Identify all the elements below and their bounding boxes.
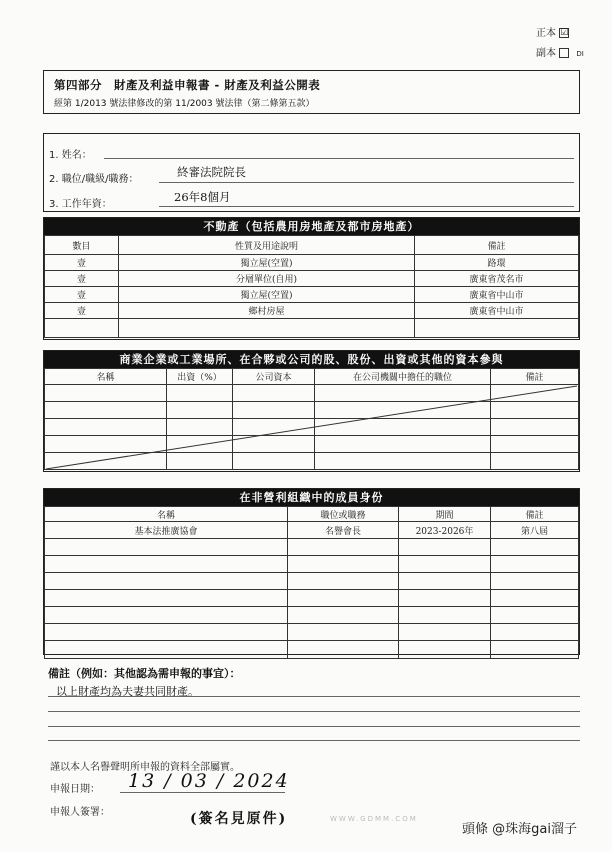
original-checkbox[interactable] <box>559 28 569 38</box>
np-cell-remark[interactable]: 第八屆 <box>491 522 579 539</box>
np-cell[interactable] <box>288 624 399 641</box>
np-cell[interactable] <box>491 573 579 590</box>
np-header-remark: 備註 <box>491 507 579 522</box>
np-cell[interactable] <box>399 624 491 641</box>
re-cell-remark[interactable]: 廣東省中山市 <box>415 303 579 319</box>
duplicate-checkbox[interactable] <box>559 48 569 58</box>
remarks-line <box>48 711 580 712</box>
personal-info <box>43 133 580 212</box>
re-cell-nature[interactable] <box>119 319 415 338</box>
np-cell[interactable] <box>399 607 491 624</box>
signer-label: 申報人簽署： <box>50 807 110 818</box>
np-cell[interactable] <box>288 590 399 607</box>
np-cell[interactable] <box>399 590 491 607</box>
re-cell-remark[interactable]: 廣東省中山市 <box>415 287 579 303</box>
np-cell[interactable] <box>45 641 288 659</box>
np-cell[interactable] <box>288 607 399 624</box>
remarks-line <box>48 726 580 727</box>
real-estate-section <box>43 217 580 340</box>
years-label: 3. 工作年資： <box>49 199 112 210</box>
table-row <box>45 641 579 659</box>
position-line <box>159 182 574 183</box>
np-cell[interactable] <box>399 573 491 590</box>
remarks-label: 備註（例如：其他認為需申報的事宜）： <box>48 667 241 680</box>
re-cell-nature[interactable]: 分層單位(自用) <box>119 271 415 287</box>
position-label: 2. 職位/職級/職務： <box>49 174 139 185</box>
np-cell[interactable] <box>45 590 288 607</box>
np-cell-role[interactable]: 名譽會長 <box>288 522 399 539</box>
np-cell[interactable] <box>399 641 491 659</box>
table-row <box>45 539 579 556</box>
re-cell-remark[interactable] <box>415 319 579 338</box>
business-title: 商業企業或工業場所、在合夥或公司的股、股份、出資或其他的資本參與 <box>44 351 579 368</box>
re-header-nature: 性質及用途說明 <box>119 236 415 255</box>
nonprofit-title: 在非營利組織中的成員身份 <box>44 489 579 506</box>
form-title: 第四部分 財產及利益申報書 - 財產及利益公開表 <box>54 78 321 92</box>
site-watermark: WWW.GDMM.COM <box>330 815 418 823</box>
date-value[interactable]: 13 / 03 / 2024 <box>128 770 290 792</box>
np-cell[interactable] <box>288 539 399 556</box>
signature-note: (簽名見原件) <box>190 811 288 827</box>
np-cell[interactable] <box>45 573 288 590</box>
table-row <box>45 522 579 539</box>
remarks-line <box>48 696 580 697</box>
table-row <box>45 607 579 624</box>
duplicate-mark <box>536 44 584 59</box>
table-row <box>45 624 579 641</box>
np-cell[interactable] <box>491 624 579 641</box>
np-cell[interactable] <box>399 556 491 573</box>
re-cell-count[interactable]: 壹 <box>45 303 119 319</box>
re-cell-count[interactable]: 壹 <box>45 255 119 271</box>
remarks-text[interactable]: 以上財產均為夫妻共同財產。 <box>56 685 199 698</box>
re-cell-nature[interactable]: 獨立屋(空置) <box>119 255 415 271</box>
name-line <box>104 158 574 159</box>
strike-through-line <box>44 384 578 470</box>
re-header-count: 數目 <box>45 236 119 255</box>
np-cell[interactable] <box>491 590 579 607</box>
re-cell-count[interactable]: 壹 <box>45 271 119 287</box>
biz-header-capital: 公司資本 <box>233 369 315 385</box>
years-line <box>159 206 574 207</box>
re-cell-count[interactable] <box>45 319 119 338</box>
table-row <box>45 556 579 573</box>
date-label: 申報日期： <box>50 784 100 795</box>
table-row <box>45 287 579 303</box>
remarks-line <box>48 740 580 741</box>
np-cell[interactable] <box>45 556 288 573</box>
real-estate-table <box>44 235 579 338</box>
biz-header-remark: 備註 <box>491 369 579 385</box>
table-row <box>45 573 579 590</box>
position-value[interactable]: 終審法院院長 <box>177 165 246 179</box>
biz-header-share: 出資（%） <box>167 369 233 385</box>
re-cell-nature[interactable]: 鄉村房屋 <box>119 303 415 319</box>
np-header-period: 期間 <box>399 507 491 522</box>
np-cell[interactable] <box>399 539 491 556</box>
name-label: 1. 姓名： <box>49 150 92 161</box>
nonprofit-section <box>43 488 580 655</box>
form-header <box>43 70 580 114</box>
np-cell[interactable] <box>45 539 288 556</box>
table-row <box>45 590 579 607</box>
re-cell-remark[interactable]: 路環 <box>415 255 579 271</box>
np-cell[interactable] <box>491 539 579 556</box>
np-cell-name[interactable]: 基本法推廣協會 <box>45 522 288 539</box>
np-header-name: 名稱 <box>45 507 288 522</box>
original-label: 正本 <box>536 28 556 39</box>
np-cell[interactable] <box>45 607 288 624</box>
np-cell-period[interactable]: 2023-2026年 <box>399 522 491 539</box>
biz-header-name: 名稱 <box>45 369 167 385</box>
np-cell[interactable] <box>491 556 579 573</box>
duplicate-label: 副本 <box>536 48 556 59</box>
re-cell-remark[interactable]: 廣東省茂名市 <box>415 271 579 287</box>
form-subtitle: 經第 1/2013 號法律修改的第 11/2003 號法律（第二條第五款） <box>54 99 315 109</box>
np-cell[interactable] <box>491 641 579 659</box>
side-code: DI <box>576 50 584 58</box>
np-cell[interactable] <box>288 556 399 573</box>
np-cell[interactable] <box>288 573 399 590</box>
check-icon: ☑ <box>560 28 569 38</box>
declaration-statement: 謹以本人名譽聲明所申報的資料全部屬實。 <box>50 762 240 773</box>
source-watermark: 頭條 @珠海gai溜子 <box>462 822 577 837</box>
np-header-role: 職位或職務 <box>288 507 399 522</box>
table-row <box>45 319 579 338</box>
biz-header-position: 在公司機關中擔任的職位 <box>315 369 491 385</box>
np-cell[interactable] <box>491 607 579 624</box>
np-cell[interactable] <box>45 624 288 641</box>
years-value[interactable]: 26年8個月 <box>174 190 231 204</box>
date-line <box>120 792 285 793</box>
table-row <box>45 255 579 271</box>
original-mark <box>536 24 569 39</box>
re-cell-count[interactable]: 壹 <box>45 287 119 303</box>
np-cell[interactable] <box>288 641 399 659</box>
table-row <box>45 271 579 287</box>
re-header-remark: 備註 <box>415 236 579 255</box>
nonprofit-table <box>44 506 579 659</box>
re-cell-nature[interactable]: 獨立屋(空置) <box>119 287 415 303</box>
real-estate-title: 不動產（包括農用房地產及都市房地產） <box>44 218 579 235</box>
business-section <box>43 350 580 472</box>
table-row <box>45 303 579 319</box>
